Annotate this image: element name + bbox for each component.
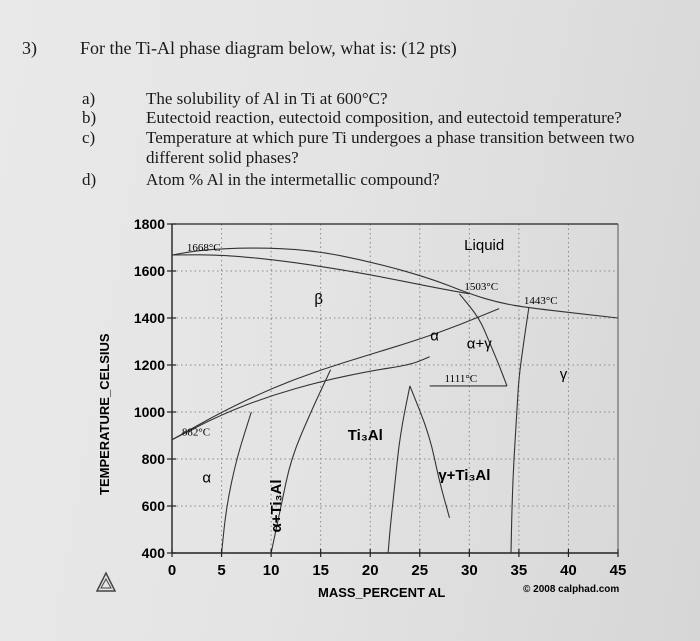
x-tick-label: 0 [167,562,177,579]
grid-lines [172,224,618,553]
region-label-alpha-plus-ti3al: α+Ti₃Al [268,479,286,533]
x-tick-label: 40 [560,562,577,579]
x-tick-label: 5 [217,562,226,579]
y-tick-label: 1000 [133,404,165,420]
region-label-gamma: γ [559,366,568,384]
y-tick-label: 1200 [133,357,165,373]
x-tick-label: 30 [460,562,478,579]
copyright-credit: © 2008 calphad.com [523,584,620,595]
x-tick-label: 45 [609,562,627,579]
item-text: different solid phases? [146,148,299,167]
x-tick-label: 20 [361,562,379,579]
item-text: Temperature at which pure Ti undergoes a phase transition between two [146,128,635,147]
y-tick-label: 800 [141,451,165,467]
question-text: For the Ti-Al phase diagram below, what is: (12 pts) [80,38,457,58]
item-label: c) [82,128,96,147]
region-label-gamma-plus-ti3al: γ+Ti₃Al [438,467,491,485]
boundary-gamma-right [511,308,529,553]
boundary-ti3al-gamma [388,386,410,553]
item-label: b) [82,108,97,127]
boundary-ti3al-dome-right [410,386,450,518]
region-label-alpha-low: α [202,469,212,487]
y-tick-label: 600 [141,498,165,514]
x-tick-label: 10 [262,562,280,579]
region-label-Liquid: Liquid [464,236,505,254]
item-label: a) [82,89,96,108]
boundary-liquidus [172,248,618,318]
item-text: The solubility of Al in Ti at 600°C? [146,89,388,108]
y-tick-label: 1400 [133,310,165,326]
y-axis-ticks [134,216,176,561]
x-tick-label: 15 [312,562,330,579]
region-label-beta: β [314,290,324,308]
y-tick-label: 400 [141,545,165,561]
region-label-alpha-plus-gamma: α+γ [466,335,492,353]
y-tick-label: 1600 [133,263,165,279]
temperature-label: 1503°C [464,280,499,293]
region-label-ti3al: Ti₃Al [347,427,383,445]
temperature-label: 882°C [181,426,211,439]
temperature-label: 1443°C [523,294,558,307]
phase-boundaries [172,248,618,553]
temperature-label: 1111°C [444,372,478,385]
y-tick-label: 1800 [133,216,165,232]
question-number: 3) [22,38,37,58]
item-label: d) [82,170,97,189]
y-axis-label: TEMPERATURE_CELSIUS [97,333,112,495]
x-axis-label: MASS_PERCENT AL [318,585,446,600]
x-tick-label: 25 [411,562,429,579]
boundary-alpha-ti3al-left [222,412,252,553]
region-label-alpha-high: α [430,327,439,345]
plot-frame [172,224,618,553]
boundary-alpha-beta-upper [172,357,430,440]
item-text: Eutectoid reaction, eutectoid composition, and eutectoid temperature? [146,108,622,127]
warning-triangle-icon [97,573,115,591]
x-tick-label: 35 [510,562,528,579]
temperature-label: 1668°C [186,242,221,255]
item-text: Atom % Al in the intermetallic compound? [146,170,440,189]
